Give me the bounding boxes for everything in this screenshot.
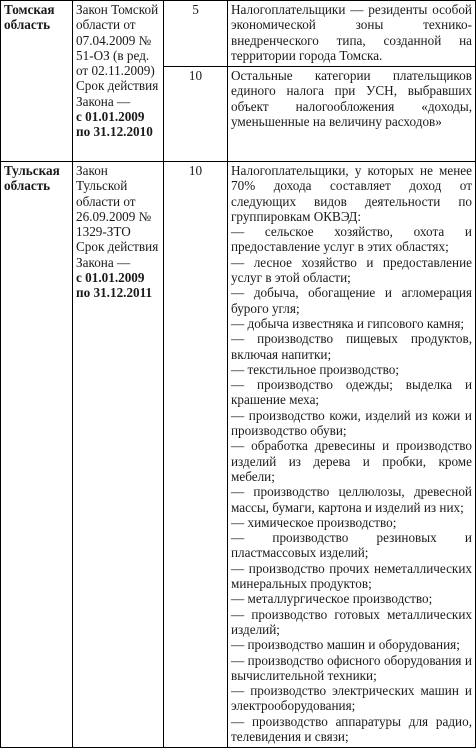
region-name: Томская область bbox=[1, 1, 73, 162]
activity-item: — производство офисного оборудования и вычислительной техники; bbox=[231, 652, 472, 683]
law-validity-end: по 31.12.2010 bbox=[76, 124, 153, 140]
activity-item: — производство пищевых продуктов, включая напитки; bbox=[231, 331, 472, 362]
activity-item: — производство готовых металлических изделий; bbox=[231, 606, 472, 637]
activity-item: — лесное хозяйство и предоставление услуг в этой области; bbox=[231, 254, 472, 286]
activity-item: — обработка древесины и производство изделий из дерева и пробки, кроме мебели; bbox=[231, 438, 472, 484]
law-validity-end: по 31.12.2011 bbox=[76, 285, 153, 301]
law-text: Закон Тульской области от 26.09.2009 № 1329-ЗТО bbox=[76, 163, 152, 240]
taxpayer-description: Налогоплательщики — резиденты особой экономической зоны технико-внедренческого типа, созданной на территории города Томска. bbox=[228, 1, 476, 67]
activity-item: — металлургическое производство; bbox=[231, 591, 433, 607]
activity-item: — производство кожи, изделий из кожи и производство обуви; bbox=[231, 407, 472, 439]
table-row-tula bbox=[1, 162, 476, 748]
activity-item: — производство одежды; выделка и крашение меха; bbox=[231, 377, 472, 408]
activity-item: — добыча, обогащение и агломерация бурого угля; bbox=[231, 285, 472, 316]
activity-item: — текстильное производство; bbox=[231, 361, 399, 377]
region-name: Тульская область bbox=[1, 162, 73, 748]
law-reference bbox=[73, 1, 164, 162]
activity-item: — производство резиновых и пластмассовых изделий; bbox=[231, 530, 472, 561]
law-validity-label: Срок действия Закона — bbox=[76, 78, 159, 109]
taxpayer-description: Остальные категории плательщиков единого налога при УСН, выбравших объект налогообложения «доходы, уменьшенные на величину расходов» bbox=[228, 67, 476, 162]
law-text: Закон Томской области от 07.04.2009 № 51-ОЗ (в ред. от 02.11.2009) bbox=[76, 2, 159, 79]
taxpayer-description bbox=[228, 162, 476, 748]
law-validity-start: с 01.01.2009 bbox=[76, 270, 145, 286]
activity-item: — производство целлюлозы, древесной массы, бумаги, картона и изделий из них; bbox=[231, 484, 472, 515]
tax-rate: 5 bbox=[164, 1, 228, 67]
activity-item: — добыча известняка и гипсового камня; bbox=[231, 315, 465, 331]
activity-item: — сельское хозяйство, охота и предоставление услуг в этих областях; bbox=[231, 224, 472, 255]
activity-item: — производство аппаратуры для радио, телевидения и связи; bbox=[231, 713, 472, 744]
law-reference bbox=[73, 162, 164, 748]
activity-item: — производство прочих неметаллических минеральных продуктов; bbox=[231, 560, 472, 592]
activity-item: — производство машин и оборудования; bbox=[231, 637, 460, 653]
tax-rate: 10 bbox=[164, 67, 228, 162]
activity-intro: Налогоплательщики, у которых не менее 70% дохода составляет доход от следующих видов деятельности по группировкам ОКВЭД: bbox=[231, 163, 472, 224]
tax-rate: 10 bbox=[164, 162, 228, 748]
law-validity-start: с 01.01.2009 bbox=[76, 109, 145, 125]
activity-item: — химическое производство; bbox=[231, 514, 397, 530]
law-validity-label: Срок действия Закона — bbox=[76, 239, 159, 270]
activity-item: — производство электрических машин и электрооборудования; bbox=[231, 683, 472, 714]
table-row-tomsk-1 bbox=[1, 1, 476, 67]
